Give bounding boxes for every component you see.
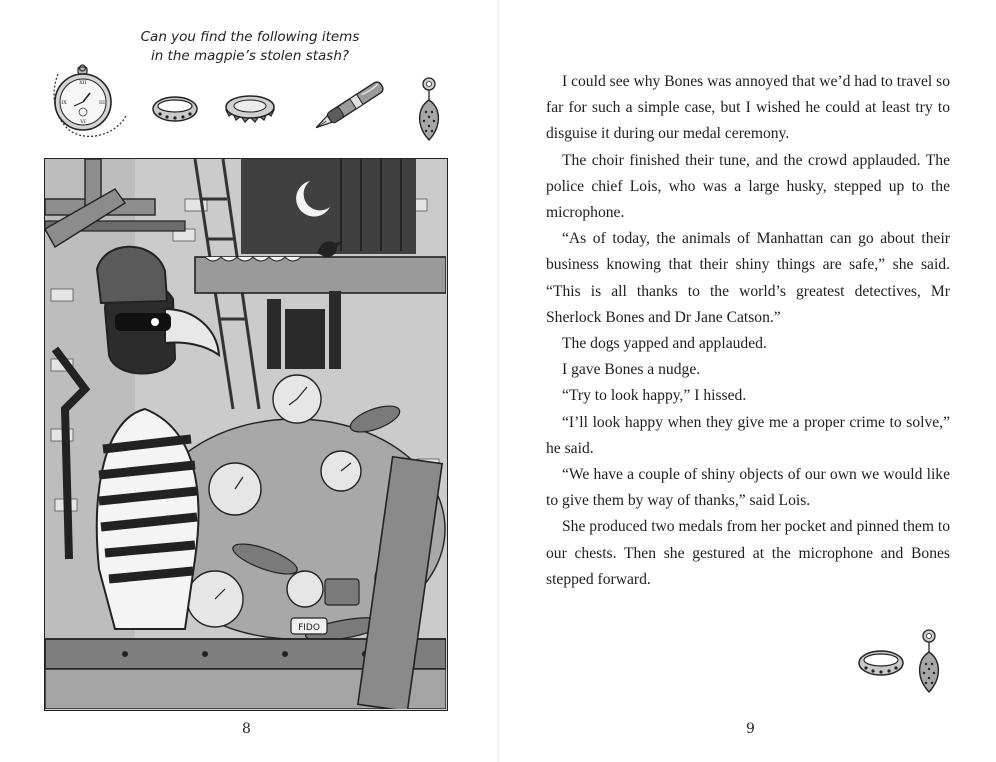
prompt-line-1: Can you find the following items bbox=[140, 29, 360, 45]
paragraph-4: The dogs yapped and applauded. bbox=[562, 335, 767, 353]
paragraph-5: I gave Bones a nudge. bbox=[562, 361, 701, 379]
paragraph-8: “We have a couple of shiny objects of our own we would like to give them by way of thanks,” said Lois. bbox=[546, 466, 950, 510]
fido-tag-text: FIDO bbox=[298, 623, 320, 633]
svg-text:XII: XII bbox=[79, 80, 87, 86]
svg-text:IX: IX bbox=[61, 100, 67, 106]
svg-text:VI: VI bbox=[80, 119, 86, 125]
seek-and-find-prompt bbox=[120, 28, 380, 66]
paragraph-6: “Try to look happy,” I hissed. bbox=[562, 387, 747, 405]
prompt-line-2: in the magpie’s stolen stash? bbox=[150, 48, 350, 64]
magpie-stash-illustration bbox=[44, 158, 448, 711]
pocket-watch-icon bbox=[50, 64, 130, 144]
ring-icon bbox=[150, 92, 200, 126]
page-number-left: 8 bbox=[242, 721, 251, 737]
page-number-right: 9 bbox=[746, 721, 755, 737]
fountain-pen-icon bbox=[296, 72, 400, 142]
earring-icon bbox=[914, 628, 944, 696]
paragraph-3: “As of today, the animals of Manhattan can go about their business knowing that their shiny things are safe,” she said. “This is all thanks to the world’s greatest detectives, Mr Sherlock Bones and Dr Jane Catson.” bbox=[546, 230, 950, 326]
story-text bbox=[546, 69, 950, 593]
svg-text:III: III bbox=[99, 100, 105, 106]
earring-icon bbox=[414, 76, 444, 144]
ring-icon bbox=[856, 646, 906, 680]
paragraph-2: The choir finished their tune, and the crowd applauded. The police chief Lois, who was a large husky, stepped up to the microphone. bbox=[546, 151, 950, 222]
paragraph-9: She produced two medals from her pocket and pinned them to our chests. Then she gestured at the microphone and Bones stepped forward. bbox=[546, 518, 951, 588]
bottle-cap-icon bbox=[222, 90, 278, 128]
right-page bbox=[498, 0, 996, 762]
items-to-find bbox=[46, 78, 450, 150]
found-items bbox=[856, 628, 956, 700]
paragraph-7: “I’ll look happy when they give me a proper crime to solve,” he said. bbox=[546, 413, 950, 457]
paragraph-1: I could see why Bones was annoyed that we’d had to travel so far for such a simple case, but I wished he could at least try to disguise it during our medal ceremony. bbox=[546, 73, 951, 143]
